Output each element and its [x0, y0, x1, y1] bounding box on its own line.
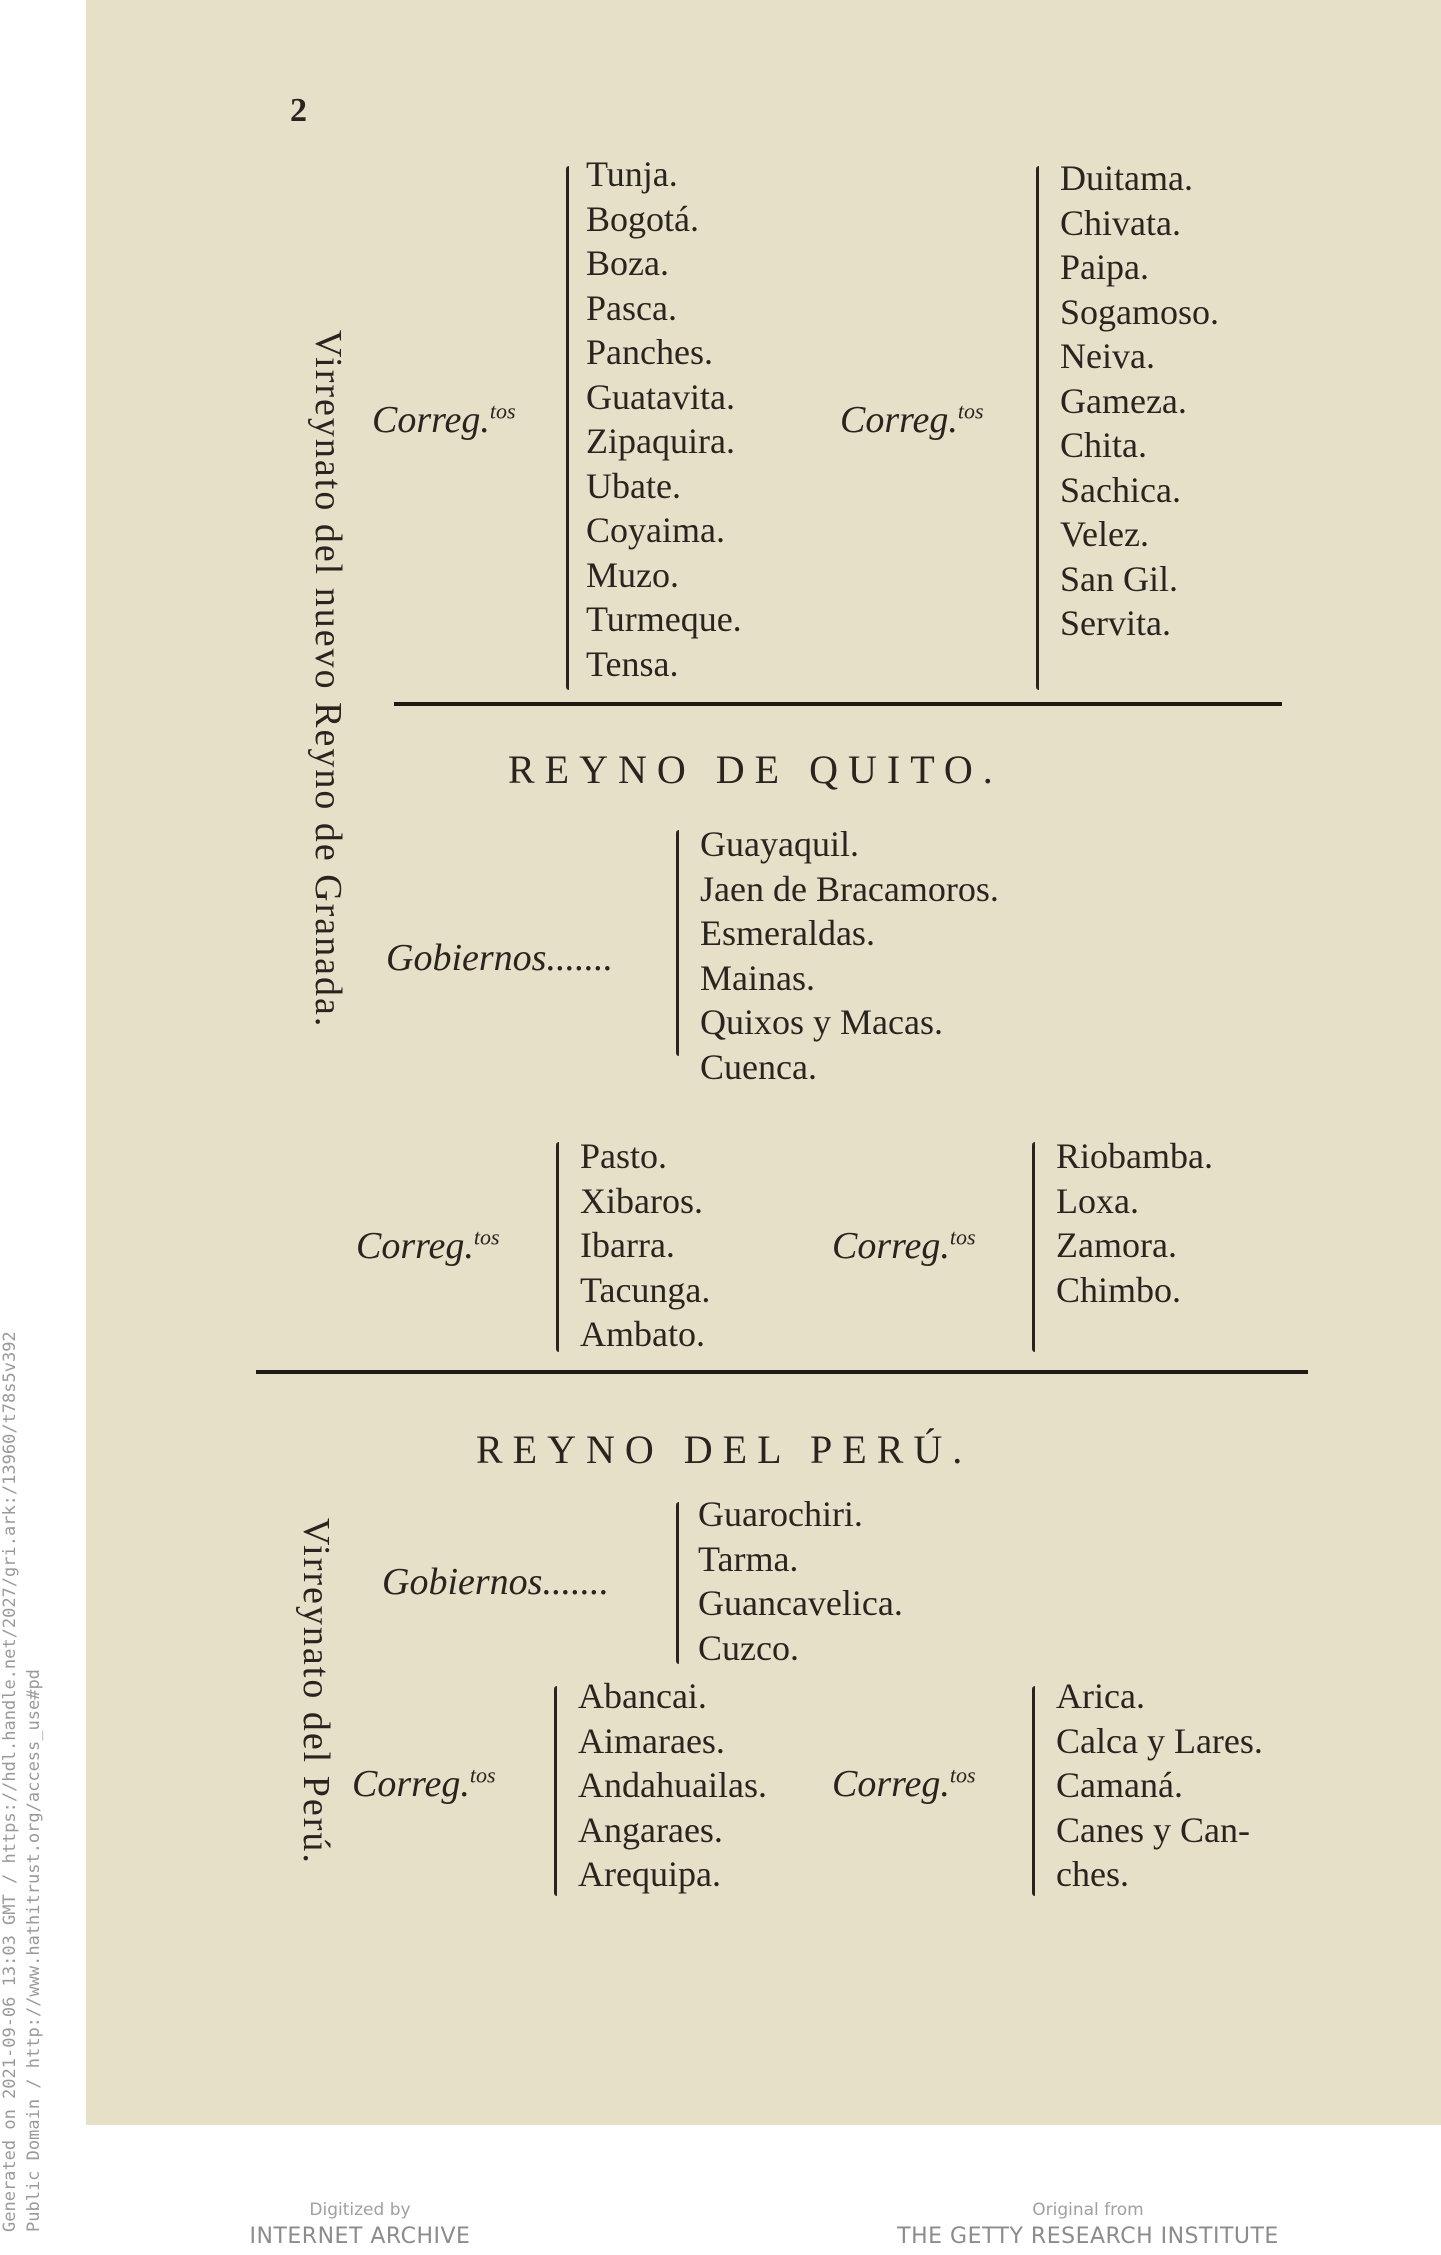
- quito-corregimientos-right: [1056, 1134, 1213, 1312]
- place-name: Andahuailas.: [578, 1765, 767, 1805]
- place-name: Paipa.: [1060, 247, 1149, 287]
- correg-label: Correg.$^{tos}$: [352, 1762, 496, 1805]
- place-name: Duitama.: [1060, 158, 1193, 198]
- place-name: ches.: [1056, 1854, 1129, 1894]
- place-name: Aimaraes.: [578, 1720, 725, 1761]
- place-name: Turmeque.: [586, 599, 742, 639]
- place-name: Esmeraldas.: [700, 913, 875, 953]
- place-name: Cuenca.: [700, 1046, 817, 1087]
- place-name: Coyaima.: [586, 510, 725, 550]
- place-name: Mainas.: [700, 957, 815, 998]
- digitized-by: INTERNET ARCHIVE: [249, 2224, 471, 2249]
- place-name: San Gil.: [1060, 558, 1179, 599]
- margin-note: [0, 1331, 46, 2232]
- gobiernos-label: Gobiernos.......: [382, 1561, 609, 1603]
- brace: [676, 1502, 679, 1664]
- correg-label: Correg.$^{tos}$: [356, 1224, 500, 1267]
- place-name: Arica.: [1056, 1676, 1145, 1716]
- margin-note-line2: Public Domain / http://www.hathitrust.org/access_use#pd: [24, 1669, 44, 2232]
- place-name: Sogamoso.: [1060, 291, 1220, 332]
- correg-label: Correg.$^{tos}$: [840, 398, 984, 441]
- place-name: Camaná.: [1056, 1765, 1183, 1805]
- heading-quito: REYNO DE QUITO.: [508, 747, 1003, 792]
- original-caption: Original from: [1032, 2200, 1144, 2220]
- gobiernos-label: Gobiernos.......: [386, 937, 613, 979]
- place-name: Chivata.: [1060, 202, 1181, 243]
- place-name: Ubate.: [586, 465, 681, 506]
- place-name: Velez.: [1060, 514, 1149, 554]
- peru-gobiernos: [698, 1492, 903, 1670]
- place-name: Guancavelica.: [698, 1583, 903, 1623]
- original-from: THE GETTY RESEARCH INSTITUTE: [897, 2224, 1279, 2249]
- place-name: Zipaquira.: [586, 421, 735, 461]
- place-name: Xibaros.: [580, 1180, 703, 1221]
- place-name: Tarma.: [698, 1538, 799, 1579]
- brace: [1032, 1142, 1035, 1352]
- place-name: Muzo.: [586, 554, 679, 595]
- place-name: Pasca.: [586, 287, 677, 328]
- correg-label: Correg.$^{tos}$: [832, 1762, 976, 1805]
- place-name: Bogotá.: [586, 198, 699, 239]
- brace: [1036, 166, 1039, 690]
- brace: [1032, 1686, 1035, 1896]
- quito-corregimientos-left: [580, 1134, 710, 1357]
- granada-corregimientos-left: [586, 152, 742, 686]
- place-name: Guatavita.: [586, 376, 735, 417]
- heading-peru: REYNO DEL PERÚ.: [476, 1427, 973, 1472]
- place-name: Arequipa.: [578, 1854, 721, 1894]
- section-rule: [256, 1370, 1308, 1374]
- place-name: Angaraes.: [578, 1809, 723, 1850]
- place-name: Guayaquil.: [700, 824, 859, 864]
- place-name: Jaen de Bracamoros.: [700, 868, 999, 909]
- place-name: Tensa.: [586, 643, 679, 684]
- place-name: Boza.: [586, 243, 669, 283]
- digitized-caption: Digitized by: [309, 2200, 411, 2220]
- place-name: Servita.: [1060, 603, 1171, 643]
- place-name: Pasto.: [580, 1136, 668, 1176]
- side-title-granada: Virreynato del nuevo Reyno de Granada.: [307, 330, 349, 1029]
- brace: [554, 1686, 557, 1896]
- place-name: Chimbo.: [1056, 1269, 1182, 1310]
- place-name: Tunja.: [586, 154, 678, 194]
- place-name: Ibarra.: [580, 1225, 675, 1265]
- place-name: Riobamba.: [1056, 1136, 1213, 1176]
- brace: [556, 1142, 559, 1352]
- place-name: Calca y Lares.: [1056, 1720, 1263, 1761]
- place-name: Neiva.: [1060, 336, 1155, 376]
- place-name: Chita.: [1060, 425, 1147, 465]
- correg-label: Correg.$^{tos}$: [372, 398, 516, 441]
- peru-corregimientos-right: [1056, 1674, 1263, 1897]
- brace: [566, 166, 569, 690]
- place-name: Cuzco.: [698, 1627, 799, 1668]
- place-name: Canes y Can-: [1056, 1809, 1250, 1850]
- place-name: Quixos y Macas.: [700, 1002, 943, 1042]
- place-name: Tacunga.: [580, 1269, 711, 1310]
- section-rule: [394, 702, 1282, 706]
- page-number: 2: [290, 92, 307, 129]
- side-title-peru: Virreynato del Perú.: [295, 1518, 337, 1865]
- correg-label: Correg.$^{tos}$: [832, 1224, 976, 1267]
- quito-gobiernos: [700, 822, 999, 1089]
- place-name: Panches.: [586, 332, 713, 372]
- place-name: Guarochiri.: [698, 1494, 863, 1534]
- brace: [676, 830, 679, 1056]
- peru-corregimientos-left: [578, 1674, 767, 1897]
- granada-corregimientos-right: [1060, 156, 1219, 646]
- place-name: Loxa.: [1056, 1180, 1139, 1221]
- place-name: Ambato.: [580, 1314, 705, 1354]
- place-name: Sachica.: [1060, 469, 1181, 510]
- margin-note-line1: Generated on 2021-09-06 13:03 GMT / https://hdl.handle.net/2027/gri.ark:/13960/t78s5v392: [0, 1331, 20, 2232]
- place-name: Gameza.: [1060, 380, 1187, 421]
- place-name: Zamora.: [1056, 1225, 1177, 1265]
- place-name: Abancai.: [578, 1676, 707, 1716]
